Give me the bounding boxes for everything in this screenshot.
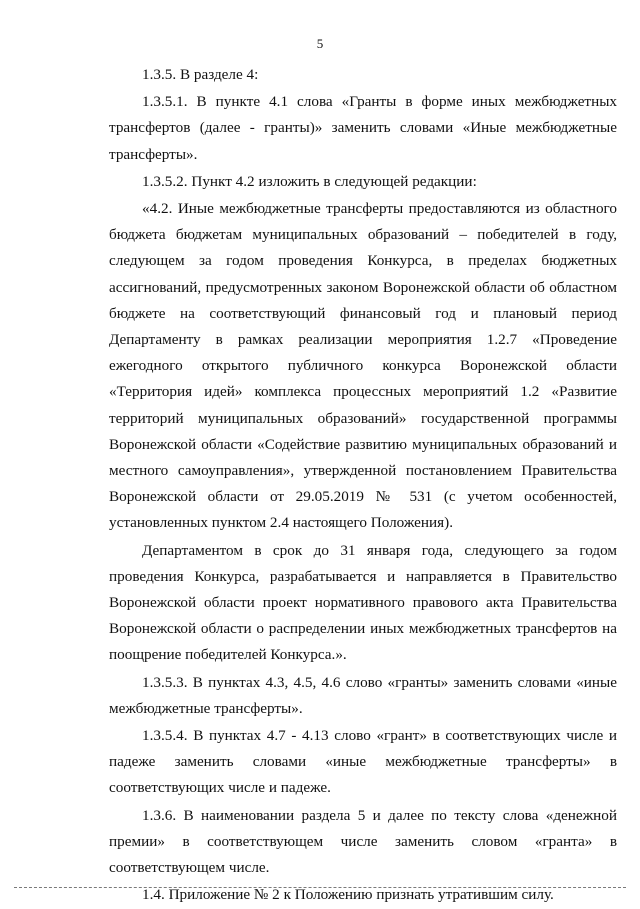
paragraph-department: Департаментом в срок до 31 января года, следующего за годом проведения Конкурса, разрабатывается и направляется в Правительство Воронежской области проект нормативного правового акта Правительства Воронежской области о распределении иных межбюджетных трансфертов на поощрение победителей Конкурса.». — [109, 541, 617, 664]
paragraph-1-3-5-1: 1.3.5.1. В пункте 4.1 слова «Гранты в форме иных межбюджетных трансфертов (далее - гранты)» заменить словами «Иные межбюджетные трансферты». — [109, 93, 617, 163]
paragraph-4-2: «4.2. Иные межбюджетные трансферты предоставляются из областного бюджета бюджетам муниципальных образований – победителей в году, следующем за годом проведения Конкурса, в пределах бюджетных ассигнований, предусмотренных законом Воронежской области об областном бюджете на соответствующий финансовый год и плановый период Департаменту в рамках реализации мероприятия 1.2.7 «Проведение ежегодного открытого публичного конкурса Воронежской области «Территория идей» комплекса процессных мероприятий 1.2 «Развитие территорий муниципальных образований» государственной программы Воронежской области «Содействие развитию муниципальных образований и местного самоуправления», утвержденной постановлением Правительства Воронежской области от 29.05.2019 № 531 (с учетом особенностей, установленных пунктом 2.4 настоящего Положения). — [109, 200, 617, 532]
page-number: 5 — [316, 36, 324, 51]
paragraph-1-4: 1.4. Приложение № 2 к Положению признать утратившим силу. — [142, 886, 554, 904]
paragraph-1-3-5-2: 1.3.5.2. Пункт 4.2 изложить в следующей редакции: — [142, 172, 477, 190]
scan-edge-line — [14, 887, 626, 888]
document-body — [109, 62, 617, 909]
paragraph-1-3-6: 1.3.6. В наименовании раздела 5 и далее по тексту слова «денежной премии» в соответствующем числе заменить словом «гранта» в соответствующем числе. — [109, 806, 617, 877]
paragraph-1-3-5-3: 1.3.5.3. В пунктах 4.3, 4.5, 4.6 слово «гранты» заменить словами «иные межбюджетные трансферты». — [109, 673, 617, 717]
paragraph-1-3-5: 1.3.5. В разделе 4: — [142, 66, 259, 83]
paragraph-1-3-5-4: 1.3.5.4. В пунктах 4.7 - 4.13 слово «грант» в соответствующих числе и падеже заменить словами «иные межбюджетные трансферты» в соответствующих числе и падеже. — [109, 727, 617, 797]
